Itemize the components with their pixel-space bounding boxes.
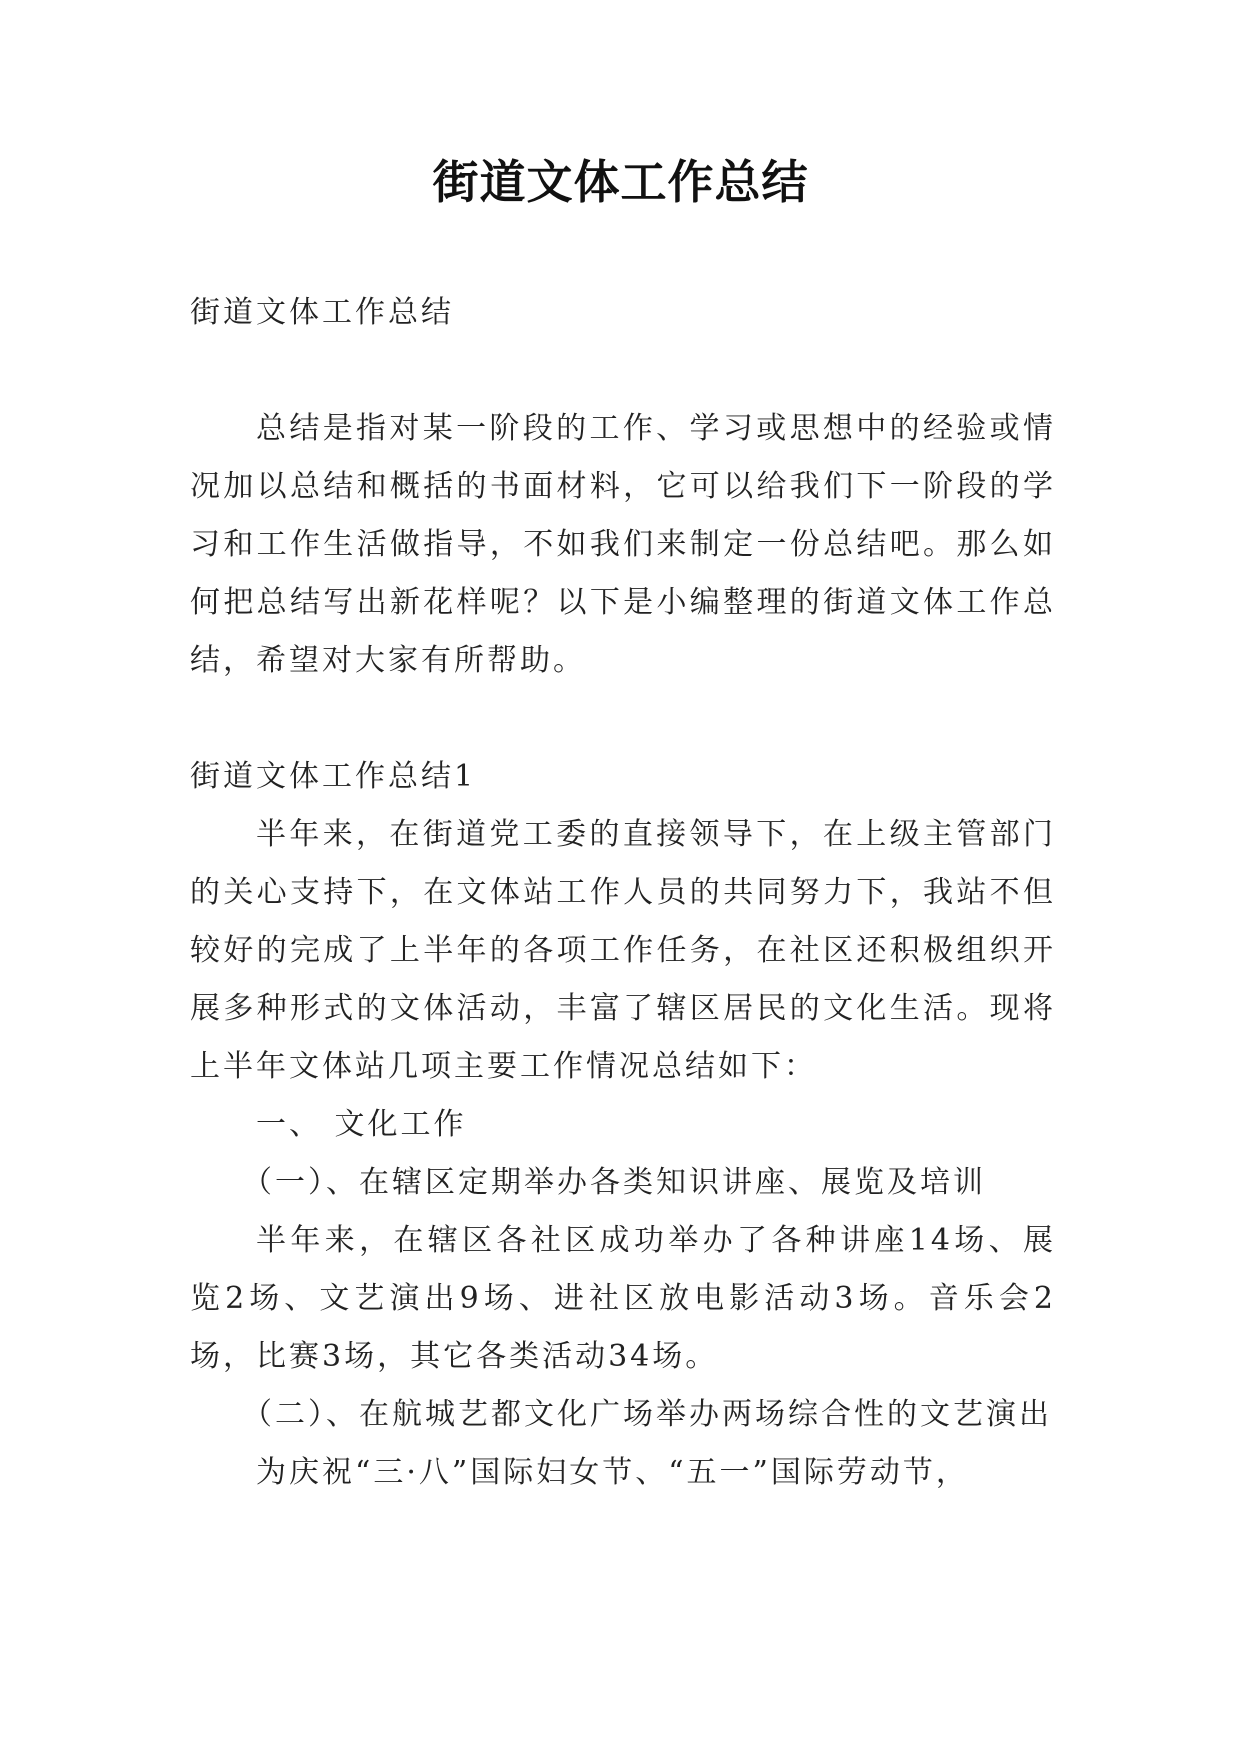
paragraph-lectures: 半年来，在辖区各社区成功举办了各种讲座14场、展览2场、文艺演出9场、进社区放电影活动3场。音乐会2场，比赛3场，其它各类活动34场。 bbox=[190, 1223, 1056, 1374]
subheading-lectures: （一）、在辖区定期举办各类知识讲座、展览及培训 bbox=[242, 1165, 986, 1200]
section-paragraph: 半年来，在街道党工委的直接领导下，在上级主管部门的关心支持下，在文体站工作人员的共同努力下，我站不但较好的完成了上半年的各项工作任务，在社区还积极组织开展多种形式的文体活动，丰富了辖区居民的文化生活。现将上半年文体站几项主要工作情况总结如下： bbox=[190, 817, 1056, 1084]
paragraph-performances: 为庆祝“三·八”国际妇女节、“五一”国际劳动节， bbox=[256, 1455, 969, 1490]
heading-culture-work: 一、 文化工作 bbox=[256, 1107, 467, 1142]
document-body bbox=[190, 284, 1056, 1502]
document-title: 街道文体工作总结 bbox=[432, 155, 809, 209]
document-subtitle: 街道文体工作总结 bbox=[190, 295, 454, 330]
intro-paragraph: 总结是指对某一阶段的工作、学习或思想中的经验或情况加以总结和概括的书面材料，它可以给我们下一阶段的学习和工作生活做指导，不如我们来制定一份总结吧。那么如何把总结写出新花样呢？以下是小编整理的街道文体工作总结，希望对大家有所帮助。 bbox=[190, 411, 1056, 678]
section-title: 街道文体工作总结1 bbox=[190, 759, 477, 794]
subheading-performances: （二）、在航城艺都文化广场举办两场综合性的文艺演出 bbox=[242, 1397, 1052, 1432]
